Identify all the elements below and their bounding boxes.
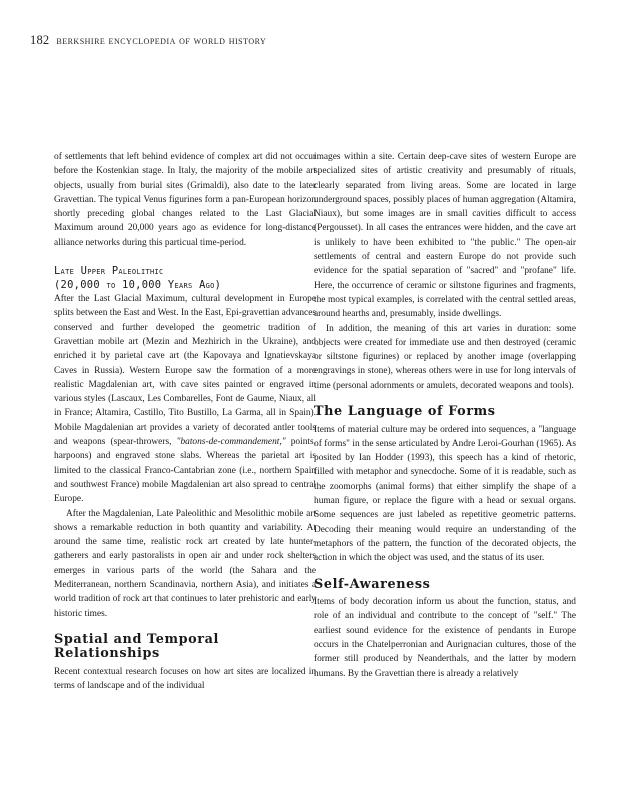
left-paragraph-1: of settlements that left behind evidence of complex art did not occur before the Kostenkian stage. In Italy, the majority of the mobile art objects, usually from burial sites (Grimaldi), also date to the later Gravettian. The typical Venus figurines form a pan-European horizon shortly preceding global changes related to the Last Glacial Maximum around 20,000 years ago as evidence for long-distance alliance networks during this particual time-period. [54,152,316,248]
left-paragraph-2-emphasis: "batons-de-commandement," [176,437,286,448]
heading-line-1: Spatial and Temporal [54,631,219,647]
heading-line-2: Relationships [54,646,160,662]
heading-self-awareness: Self-Awareness [314,576,431,592]
left-column [54,150,316,694]
right-paragraph-2: In addition, the meaning of this art varies in duration: some objects were created for immediate use and then destroyed (ceramic or siltstone figurines) or replaced by another image (overlapping engravings in stone), whereas others were in use for long intervals of time (personal adornments or amulets, decorated weapons and tools). [314,323,576,391]
running-title: berkshire encyclopedia of world history [56,35,267,47]
right-column [314,150,576,681]
page-number: 182 [30,33,50,47]
right-paragraph-4: Items of body decoration inform us about the function, status, and role of an individual and contribute to the concept of "self." The earliest sound evidence for the existence of pendants in Europe occurs in the Chatelperronian and Aurignacian cultures, those of the former still produced by Neanderthals, and the latter by modern humans. By the Gravettian there is already a relatively [314,597,576,679]
subheading-line-1: Late Upper Paleolithic [54,265,164,278]
left-paragraph-2-part-a: After the Last Glacial Maximum, cultural development in Europe splits between the East and West. In the East, Epi-gravettian advances conserved and further developed the geometric tradition of Gravettian mobile art (Mezin and Mezhirich in the Ukraine), and enriched it by parietal cave art (the Kapovaya and Ignatievskaya Caves in Russia). Western Europe saw the formation of a more realistic Magdalenian art, with cave sites painted or engraved in various styles (Lascaux, Les Combarelles, Font de Gaume, Niaux, all in France; Altamira, Castillo, Tito Bustillo, La Garma, all in Spain). Mobile Magdalenian art provides a variety of decorated antler tools and weapons (spear-throwers, [54,294,317,448]
heading-language-of-forms: The Language of Forms [314,404,496,420]
running-head [30,33,266,48]
left-paragraph-2-part-b: points, harpoons) and engraved stone slabs. Whereas the parietal art is limited to the classical Franco-Cantabrian zone (i.e., northern Spain and southwest France) mobile Magdalenian art also spread to central Europe. [54,437,316,505]
left-paragraph-3: After the Magdalenian, Late Paleolithic and Mesolithic mobile art shows a remarkable reduction in both quantity and variability. At around the same time, realistic rock art created by late hunter-gatherers and early pastoralists in open air and under rock shelters emerges in various parts of the world (the Sahara and the Mediterranean, northern Scandinavia, northern Asia), and initiates a world tradition of rock art that continues to later prehistoric and early historic times. [54,508,316,619]
heading-spatial-temporal [54,633,316,662]
left-paragraph-2 [54,292,316,506]
subheading-late-upper-paleolithic [54,264,316,292]
right-paragraph-3: Items of material culture may be ordered into sequences, a "language of forms" in the sense articulated by Andre Leroi-Gourhan (1965). As posited by Ian Hodder (1993), this speech has a kind of rhetoric, filled with metaphor and synecdoche. Some of it is readable, such as the zoomorphs (animal forms) that either simplify the shape of a human figure, or replace the figure with a head or sexual organs. Some sequences are just labeled as repetitive geometric patterns. Decoding their meaning would require an understanding of the metaphors of the pattern, the function of the decorated objects, the action in which the object was used, and the status of its user. [314,424,576,564]
left-paragraph-4: Recent contextual research focuses on how art sites are localized in terms of landscape and of the individual [54,666,316,692]
right-paragraph-1: images within a site. Certain deep-cave sites of western Europe are specialized sites of artistic creativity and presumably of rituals, clearly separated from living areas. Some are located in large underground spaces, possibly places of human aggregation (Altamira, Niaux), but some images are in small cavities difficult to access (Pergousset). In all cases the entrances were hidden, and the cave art is unlikely to have been exhibited to "the public." The open-air settlements of central and eastern Europe do not provide such evidence for the spatial separation of "sacred" and "profane" life. Here, the occurrence of ceramic or siltstone figurines and fragments, the most typical examples, is correlated with the central settled areas, around hearths and, presumably, inside dwellings. [314,152,576,320]
subheading-line-2: (20,000 to 10,000 Years Ago) [54,279,222,292]
